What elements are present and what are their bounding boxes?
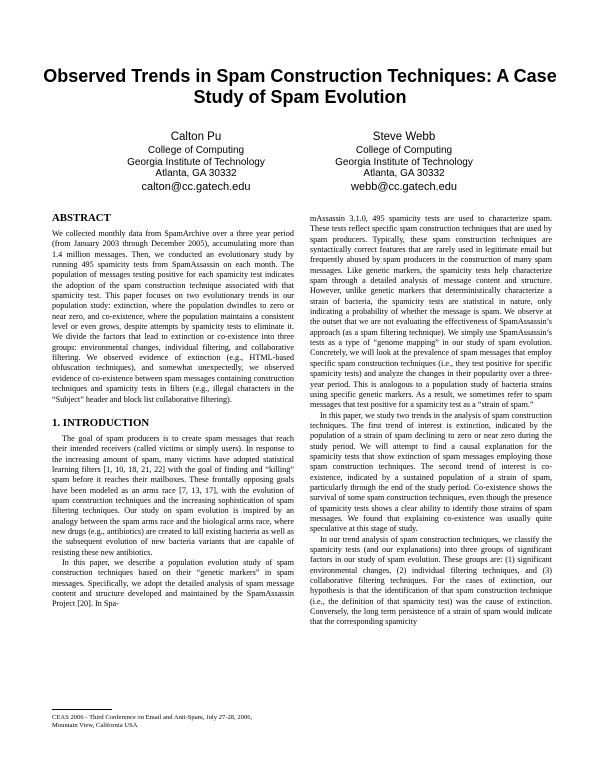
right-column (310, 214, 552, 628)
author-block-2 (294, 130, 514, 194)
intro-paragraph-1: The goal of spam producers is to create spam messages that reach their intended receivers (called victims or simply users). In response to the increasing amount of spam, many victims have adopted statistical learning filters [1, 10, 18, 21, 22] with the goal of finding and “killing” spam before it reaches their mailboxes. These frontally opposing goals have been modeled as an arms race [7, 13, 17], with the evolution of spam construction techniques and the increasing sophistication of spam filtering techniques. Our study on spam evolution is inspired by an analogy between the spam arms race and the biological arms race, where new drugs (e.g., antibiotics) are created to kill existing bacteria as well as the subsequent evolution of new bacteria variants that are capable of resisting these new antibiotics. (52, 433, 294, 557)
author-location: Atlanta, GA 30332 (363, 168, 445, 179)
author-name: Steve Webb (372, 131, 436, 143)
footnote-line: CEAS 2006 - Third Conference on Email and Anti-Spam, July 27-28, 2006, (52, 714, 253, 721)
author-name: Calton Pu (170, 131, 222, 143)
left-column (52, 212, 294, 610)
abstract-text: We collected monthly data from SpamArchive over a three year period (from January 2003 through December 2005), accumulating more than 1.4 million messages. Then, we conducted an evolutionary study by running 495 spamicity tests from SpamAssassin on each month. The population of messages testing positive for each spamicity test indicates the adoption of the spam construction technique associated with that spamicity test. This paper focuses on two evolutionary trends in our population study: extinction, where the population dwindles to zero or near zero, and co-existence, where the population maintains a consistent level or even grows, despite attempts by spamicity tests to eliminate it. We divide the factors that lead to extinction or co-existence into three groups: environmental changes, individual filtering, and collaborative filtering. We observed evidence of extinction (e.g., HTML-based obfuscation techniques), and somewhat unexpectedly, we observed evidence of co-existence between spam messages containing construction techniques and spamicity tests in filters (e.g., illegal characters in the “Subject” header and block list collaborative filtering). (52, 229, 294, 404)
author-dept: College of Computing (355, 145, 453, 156)
author-institution: Georgia Institute of Technology (127, 156, 265, 168)
author-dept: College of Computing (147, 145, 245, 156)
author-institution: Georgia Institute of Technology (335, 156, 473, 168)
intro-paragraph-2: In this paper, we describe a population evolution study of spam construction techniques based on their “genetic markers” in spam messages. Specifically, we adopt the detailed analysis of spam message content and structure developed and maintained by the SpamAssassin Project [20]. In Spa- (52, 557, 294, 609)
footnote-rule (52, 709, 112, 710)
footnote-line: Mountain View, California USA (52, 722, 138, 729)
author-location: Atlanta, GA 30332 (155, 168, 237, 179)
body-paragraph-1: mAssassin 3.1.0, 495 spamicity tests are used to characterize spam. These tests reflect specific spam construction techniques that are used by spam producers. Typically, these spam construction techniques are syntactically correct features that are rarely used in legitimate email but frequently abused by spam producers in the construction of many spam messages. Like genetic markers, the spamicity tests help characterize spam through a detailed analysis of message content and structure. However, unlike genetic markers that deterministically characterize a strain of bacteria, the spamicity tests are statistical in nature, only indicating a probability of whether the message is spam. We observe at the outset that we are not evaluating the effectiveness of SpamAssassin’s approach (as a spam filtering technique). We simply use SpamAssassin’s tests as a type of “genome mapping” in our study of spam evolution. Concretely, we will look at the prevalence of spam messages that employ specific spam construction techniques (i.e., they test positive for specific spamicity tests) and analyze the changes in their popularity over a three-year period. This is analogous to a population study of bacteria strains using specific genetic markers. As a result, we sometimes refer to spam messages that test positive for a spamicity test as a “strain of spam.” (310, 214, 552, 410)
paper-title: Observed Trends in Spam Construction Techniques: A Case Study of Spam Evolution (43, 66, 557, 107)
body-paragraph-2: In this paper, we study two trends in the analysis of spam construction techniques. The first trend of interest is extinction, indicated by the population of a strain of spam declining to zero or near zero during the study period. We will attempt to find a causal explanation for the spamicity tests that show extinction of spam messages employing those spam construction techniques. The second trend of interest is co-existence, indicated by a sustained population of a strain of spam, particularly through the end of the study period. Co-existence shows the survival of some spam construction techniques, even though the presence of spamicity tests shows a clear ability to identify those strains of spam messages. We found that explaining co-existence was usually quite speculative at this stage of study. (310, 410, 552, 534)
conference-footnote (52, 714, 298, 730)
author-block-1 (86, 130, 306, 194)
abstract-heading: ABSTRACT (52, 212, 111, 224)
author-email: webb@cc.gatech.edu (351, 180, 457, 193)
body-paragraph-3: In our trend analysis of spam construction techniques, we classify the spamicity tests (and our explanations) into three groups of significant factors in our study of spam evolution. These groups are: (1) significant environmental changes, (2) individual filtering techniques, and (3) collaborative filtering techniques. For the cases of extinction, our hypothesis is that the identification of that spam construction technique (i.e., the definition of that spamicity test) was the cause of extinction. Conversely, the long term persistence of a strain of spam would indicate that the corresponding spamicity (310, 534, 552, 627)
author-email: calton@cc.gatech.edu (141, 180, 251, 193)
intro-heading: 1. INTRODUCTION (52, 416, 150, 429)
